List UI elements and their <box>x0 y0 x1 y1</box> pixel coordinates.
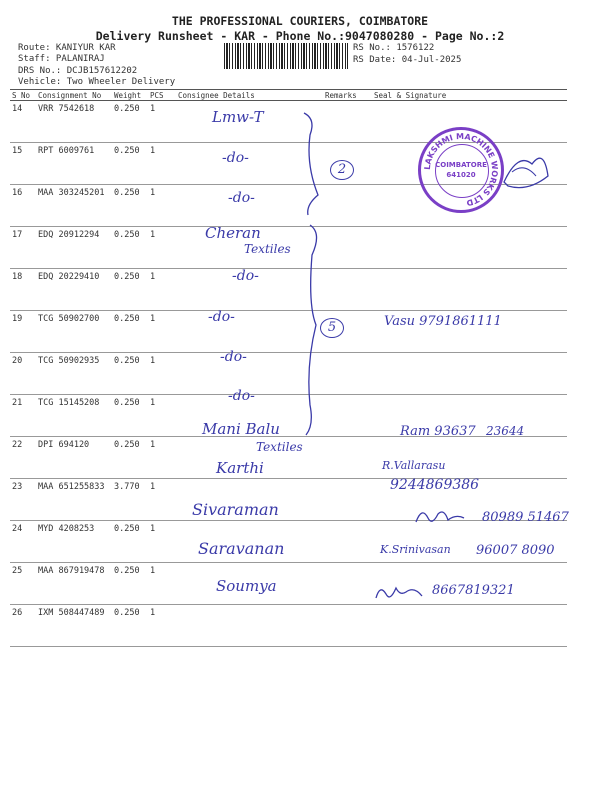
cell-consignment-no: MAA 651255833 <box>36 479 112 521</box>
cell-weight: 0.250 <box>112 143 148 185</box>
hw-remark-count-b: 5 <box>320 318 344 338</box>
hw-consignee-16: -do- <box>228 190 255 206</box>
cell-consignment-no: TCG 50902935 <box>36 353 112 395</box>
cell-pcs: 1 <box>148 437 176 479</box>
hw-consignee-17b: Textiles <box>244 242 291 256</box>
cell-pcs: 1 <box>148 269 176 311</box>
cell-weight: 0.250 <box>112 185 148 227</box>
cell-consignment-no: TCG 15145208 <box>36 395 112 437</box>
cell-consignee <box>176 605 323 647</box>
cell-weight: 0.250 <box>112 101 148 143</box>
table-header-row <box>10 90 567 101</box>
hw-consignee-26: Soumya <box>216 577 277 595</box>
col-weight: Weight <box>112 90 148 101</box>
table-row <box>10 353 567 395</box>
rs-date: RS Date: 04-Jul-2025 <box>353 55 462 65</box>
hw-consignee-14: Lmw-T <box>212 108 264 126</box>
vehicle-label: Vehicle: Two Wheeler Delivery <box>18 77 176 87</box>
hw-consignee-19: -do- <box>208 309 235 325</box>
cell-sno: 23 <box>10 479 36 521</box>
cell-weight: 0.250 <box>112 395 148 437</box>
hw-signature-24: 80989 51467 <box>482 510 569 525</box>
cell-pcs: 1 <box>148 311 176 353</box>
hw-consignee-17a: Cheran <box>205 224 261 242</box>
barcode <box>224 43 348 69</box>
hw-consignee-23: Karthi <box>216 459 264 477</box>
seal-center-city: COIMBATORE <box>435 161 487 169</box>
cell-remarks <box>323 563 372 605</box>
hw-signature-25b: 96007 8090 <box>476 543 555 558</box>
col-consignment: Consignment No <box>36 90 112 101</box>
runsheet-subtitle: Delivery Runsheet - KAR - Phone No.:9047080280 - Page No.:2 <box>95 29 505 43</box>
cell-consignment-no: MAA 867919478 <box>36 563 112 605</box>
col-signature: Seal & Signature <box>372 90 567 101</box>
cell-weight: 0.250 <box>112 605 148 647</box>
hw-signature-22a: Ram 93637 <box>400 424 476 439</box>
cell-sno: 14 <box>10 101 36 143</box>
hw-consignee-15: -do- <box>222 150 249 166</box>
cell-signature <box>372 227 567 269</box>
route-label: Route: KANIYUR KAR <box>18 43 116 53</box>
cell-remarks <box>323 605 372 647</box>
hw-signature-23a: R.Vallarasu <box>382 459 446 472</box>
hw-consignee-18: -do- <box>232 268 259 284</box>
staff-label: Staff: PALANIRAJ <box>18 54 105 64</box>
hw-consignee-22a: Mani Balu <box>202 420 280 438</box>
seal-signature-mark <box>498 142 554 198</box>
col-remarks: Remarks <box>323 90 372 101</box>
cell-consignment-no: TCG 50902700 <box>36 311 112 353</box>
hw-signature-25a: K.Srinivasan <box>380 543 451 556</box>
cell-weight: 0.250 <box>112 353 148 395</box>
hw-consignee-21: -do- <box>228 388 255 404</box>
col-consignee: Consignee Details <box>176 90 323 101</box>
cell-pcs: 1 <box>148 227 176 269</box>
signature-scribble-26 <box>372 580 428 606</box>
cell-consignment-no: EDQ 20912294 <box>36 227 112 269</box>
hw-signature-23b: 9244869386 <box>390 477 480 493</box>
cell-remarks <box>323 521 372 563</box>
svg-text:LAKSHMI MACHINE WORKS LTD: LAKSHMI MACHINE WORKS LTD <box>422 131 500 208</box>
cell-weight: 0.250 <box>112 437 148 479</box>
cell-sno: 15 <box>10 143 36 185</box>
company-title: THE PROFESSIONAL COURIERS, COIMBATORE <box>171 14 429 28</box>
hw-consignee-20: -do- <box>220 349 247 365</box>
cell-weight: 3.770 <box>112 479 148 521</box>
table-row <box>10 269 567 311</box>
hw-signature-19: Vasu 9791861111 <box>384 314 502 329</box>
cell-consignment-no: VRR 7542618 <box>36 101 112 143</box>
rs-number: RS No.: 1576122 <box>353 43 435 53</box>
cell-pcs: 1 <box>148 185 176 227</box>
hw-signature-26: 8667819321 <box>432 583 515 598</box>
hw-remark-count-a: 2 <box>330 160 354 180</box>
col-pcs: PCS <box>148 90 176 101</box>
cell-sno: 22 <box>10 437 36 479</box>
table-row <box>10 605 567 647</box>
cell-sno: 26 <box>10 605 36 647</box>
cell-sno: 20 <box>10 353 36 395</box>
cell-consignment-no: MAA 303245201 <box>36 185 112 227</box>
cell-weight: 0.250 <box>112 227 148 269</box>
cell-weight: 0.250 <box>112 311 148 353</box>
hw-consignee-22b: Textiles <box>256 440 303 454</box>
cell-signature <box>372 353 567 395</box>
cell-sno: 19 <box>10 311 36 353</box>
col-sno: S No <box>10 90 36 101</box>
cell-signature <box>372 437 567 479</box>
cell-pcs: 1 <box>148 479 176 521</box>
cell-sno: 21 <box>10 395 36 437</box>
hw-consignee-24: Sivaraman <box>192 500 279 519</box>
cell-weight: 0.250 <box>112 521 148 563</box>
cell-consignment-no: DPI 694120 <box>36 437 112 479</box>
cell-signature <box>372 605 567 647</box>
cell-signature <box>372 269 567 311</box>
cell-sno: 16 <box>10 185 36 227</box>
cell-sno: 24 <box>10 521 36 563</box>
cell-pcs: 1 <box>148 605 176 647</box>
cell-pcs: 1 <box>148 353 176 395</box>
cell-consignment-no: RPT 6009761 <box>36 143 112 185</box>
cell-pcs: 1 <box>148 563 176 605</box>
table-row <box>10 395 567 437</box>
cell-weight: 0.250 <box>112 563 148 605</box>
cell-pcs: 1 <box>148 395 176 437</box>
cell-sno: 18 <box>10 269 36 311</box>
cell-sno: 17 <box>10 227 36 269</box>
seal-center-code: 641020 <box>446 171 476 179</box>
hw-consignee-25: Saravanan <box>198 539 285 558</box>
cell-pcs: 1 <box>148 521 176 563</box>
cell-consignment-no: MYD 4208253 <box>36 521 112 563</box>
drs-number: DRS No.: DCJB157612202 <box>18 66 138 76</box>
signature-scribble-24 <box>412 504 468 530</box>
cell-consignment-no: IXM 508447489 <box>36 605 112 647</box>
cell-pcs: 1 <box>148 143 176 185</box>
hw-signature-22b: 23644 <box>486 424 525 438</box>
cell-sno: 25 <box>10 563 36 605</box>
cell-pcs: 1 <box>148 101 176 143</box>
cell-consignment-no: EDQ 20229410 <box>36 269 112 311</box>
company-seal-stamp <box>418 127 504 213</box>
cell-weight: 0.250 <box>112 269 148 311</box>
